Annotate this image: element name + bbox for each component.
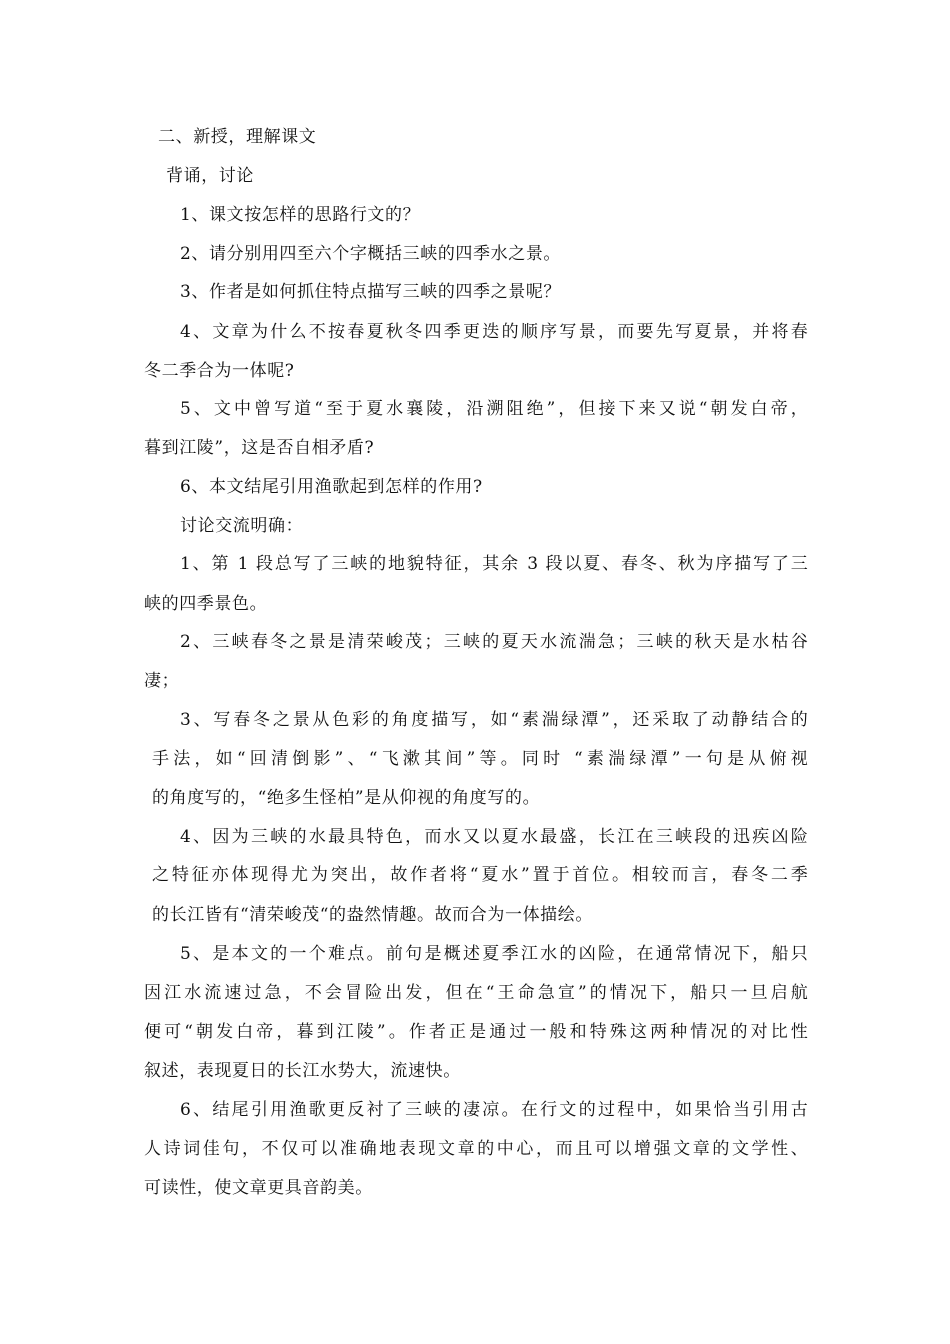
question-3: 3、作者是如何抓住特点描写三峡的四季之景呢？ (180, 282, 562, 302)
question-6: 6、本文结尾引用渔歌起到怎样的作用? (180, 477, 483, 497)
section-heading: 二、新授，理解课文 (158, 127, 317, 147)
question-1: 1、课文按怎样的思路行文的？ (180, 205, 421, 225)
answer-6-line-3: 可读性，使文章更具音韵美。 (144, 1178, 373, 1198)
answer-2-line-2: 凄； (144, 671, 180, 691)
answer-4-line-3: 的长江皆有“清荣峻茂“的盎然情趣。故而合为一体描绘。 (152, 905, 593, 925)
question-5-line-2: 暮到江陵”，这是否自相矛盾? (144, 438, 375, 458)
question-5-line-1: 5、文中曾写道“至于夏水襄陵，沿溯阻绝”，但接下来又说“朝发白帝， (180, 399, 808, 419)
answer-5-line-2: 因江水流速过急，不会冒险出发，但在“王命急宣”的情况下，船只一旦启航 (144, 983, 808, 1003)
answer-5-line-1: 5、是本文的一个难点。前句是概述夏季江水的凶险，在通常情况下，船只 (180, 944, 808, 964)
question-4-line-1: 4、文章为什么不按春夏秋冬四季更迭的顺序写景，而要先写夏景，并将春 (180, 322, 808, 342)
answer-6-line-2: 人诗词佳句，不仅可以准确地表现文章的中心，而且可以增强文章的文学性、 (144, 1139, 808, 1159)
question-4-line-2: 冬二季合为一体呢? (144, 361, 295, 381)
answer-3-line-1: 3、写春冬之景从色彩的角度描写，如“素湍绿潭”，还采取了动静结合的 (180, 710, 808, 730)
answer-1-line-1: 1、第 1 段总写了三峡的地貌特征，其余 3 段以夏、春冬、秋为序描写了三 (180, 554, 808, 574)
answer-4-line-2: 之特征亦体现得尤为突出，故作者将“夏水”置于首位。相较而言，春冬二季 (152, 865, 808, 885)
answer-3-line-3: 的角度写的，“绝多生怪柏”是从仰视的角度写的。 (152, 788, 541, 808)
answer-2-line-1: 2、三峡春冬之景是清荣峻茂；三峡的夏天水流湍急；三峡的秋天是水枯谷 (180, 632, 808, 652)
answer-3-line-2: 手法，如“回清倒影”、“飞漱其间”等。同时 “素湍绿潭”一句是从俯视 (152, 749, 808, 769)
answers-heading: 讨论交流明确： (180, 516, 304, 536)
answer-5-line-4: 叙述，表现夏日的长江水势大，流速快。 (144, 1061, 461, 1081)
answer-1-line-2: 峡的四季景色。 (144, 594, 268, 614)
answer-4-line-1: 4、因为三峡的水最具特色，而水又以夏水最盛，长江在三峡段的迅疾凶险 (180, 827, 808, 847)
question-2: 2、请分别用四至六个字概括三峡的四季水之景。 (180, 244, 562, 264)
subheading-recite-discuss: 背诵，讨论 (166, 166, 254, 186)
answer-6-line-1: 6、结尾引用渔歌更反衬了三峡的凄凉。在行文的过程中，如果恰当引用古 (180, 1100, 808, 1120)
answer-5-line-3: 便可“朝发白帝，暮到江陵”。作者正是通过一般和特殊这两种情况的对比性 (144, 1022, 808, 1042)
